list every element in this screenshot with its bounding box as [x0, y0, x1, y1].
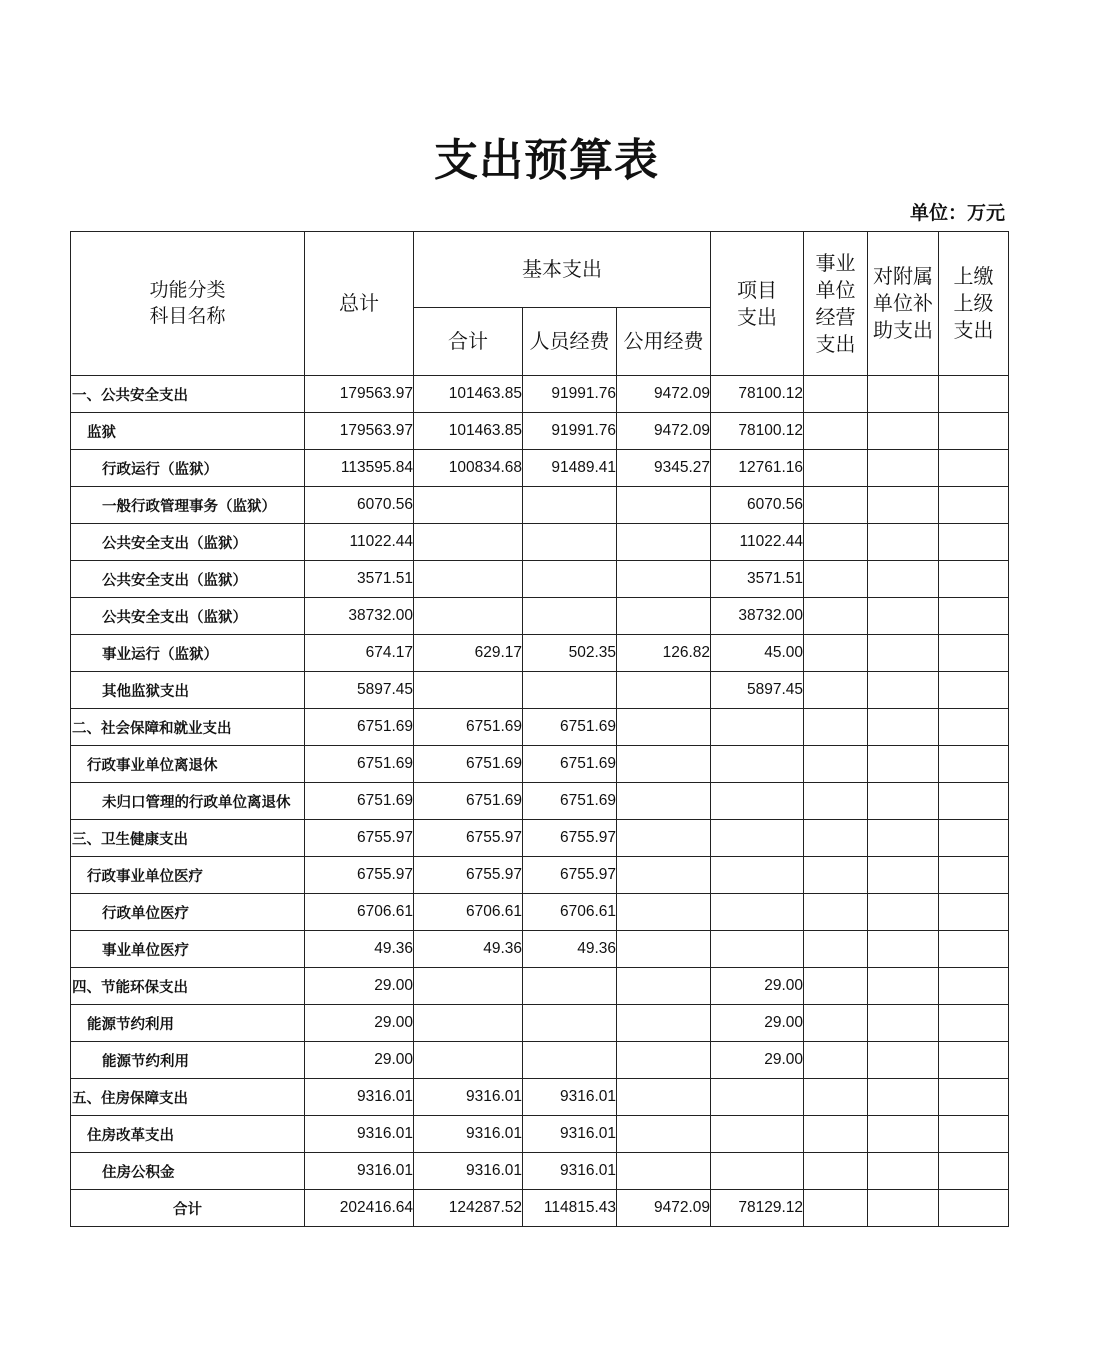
cell-total: 6751.69: [305, 746, 414, 783]
row-name: 公共安全支出（监狱）: [71, 561, 305, 598]
cell-basic-sum: [414, 487, 523, 524]
header-name-line1: 功能分类: [149, 278, 226, 301]
cell-sub: [868, 1153, 939, 1190]
cell-public: [617, 857, 711, 894]
cell-personnel: 91991.76: [523, 376, 617, 413]
cell-public: [617, 931, 711, 968]
cell-biz: [804, 413, 868, 450]
cell-personnel: 6751.69: [523, 746, 617, 783]
cell-personnel: 114815.43: [523, 1190, 617, 1227]
header-sub-line2: 单位补: [873, 291, 933, 315]
header-personnel: 人员经费: [523, 308, 617, 376]
table-row: [71, 820, 1009, 857]
cell-biz: [804, 709, 868, 746]
cell-project: [711, 1079, 804, 1116]
row-name: 未归口管理的行政单位离退休: [71, 783, 305, 820]
table-row: [71, 968, 1009, 1005]
cell-sub: [868, 672, 939, 709]
table-body: [71, 376, 1009, 1227]
cell-sub: [868, 709, 939, 746]
cell-biz: [804, 1079, 868, 1116]
table-row: [71, 857, 1009, 894]
cell-project: 11022.44: [711, 524, 804, 561]
cell-sub: [868, 1190, 939, 1227]
cell-sub: [868, 746, 939, 783]
cell-project: 5897.45: [711, 672, 804, 709]
table-row: [71, 598, 1009, 635]
cell-personnel: 91489.41: [523, 450, 617, 487]
cell-sub: [868, 968, 939, 1005]
cell-biz: [804, 376, 868, 413]
header-biz-line2: 单位: [815, 277, 856, 302]
cell-project: [711, 709, 804, 746]
table-header: [71, 232, 1009, 376]
cell-basic-sum: 6755.97: [414, 857, 523, 894]
cell-public: [617, 1079, 711, 1116]
header-upper-line2: 上级: [953, 291, 994, 315]
table-row: [71, 635, 1009, 672]
cell-total: 29.00: [305, 1005, 414, 1042]
cell-project: [711, 931, 804, 968]
table-row: [71, 450, 1009, 487]
cell-total: 38732.00: [305, 598, 414, 635]
cell-upper: [939, 1005, 1009, 1042]
row-name: 三、卫生健康支出: [71, 820, 305, 857]
cell-project: 45.00: [711, 635, 804, 672]
cell-sub: [868, 1116, 939, 1153]
cell-total: 49.36: [305, 931, 414, 968]
cell-personnel: 6751.69: [523, 709, 617, 746]
cell-personnel: 502.35: [523, 635, 617, 672]
cell-personnel: [523, 1042, 617, 1079]
cell-upper: [939, 450, 1009, 487]
cell-project: [711, 746, 804, 783]
cell-project: [711, 783, 804, 820]
cell-sub: [868, 635, 939, 672]
header-project-line2: 支出: [737, 304, 777, 329]
table-row: [71, 1005, 1009, 1042]
cell-total: 113595.84: [305, 450, 414, 487]
cell-public: 126.82: [617, 635, 711, 672]
cell-sub: [868, 1079, 939, 1116]
cell-basic-sum: 9316.01: [414, 1153, 523, 1190]
row-name: 行政单位医疗: [71, 894, 305, 931]
cell-personnel: 6751.69: [523, 783, 617, 820]
cell-sub: [868, 561, 939, 598]
cell-upper: [939, 635, 1009, 672]
row-name: 事业运行（监狱）: [71, 635, 305, 672]
cell-basic-sum: [414, 1042, 523, 1079]
cell-public: [617, 709, 711, 746]
row-name: 住房改革支出: [71, 1116, 305, 1153]
cell-upper: [939, 1079, 1009, 1116]
table-row: [71, 783, 1009, 820]
cell-basic-sum: 101463.85: [414, 413, 523, 450]
cell-upper: [939, 931, 1009, 968]
cell-basic-sum: [414, 598, 523, 635]
cell-personnel: 9316.01: [523, 1153, 617, 1190]
cell-biz: [804, 672, 868, 709]
cell-project: 12761.16: [711, 450, 804, 487]
cell-total: 9316.01: [305, 1079, 414, 1116]
cell-total: 6755.97: [305, 857, 414, 894]
cell-public: 9472.09: [617, 1190, 711, 1227]
table-row: [71, 1153, 1009, 1190]
cell-personnel: [523, 487, 617, 524]
row-name: 四、节能环保支出: [71, 968, 305, 1005]
row-name: 五、住房保障支出: [71, 1079, 305, 1116]
cell-total: 9316.01: [305, 1116, 414, 1153]
cell-project: 78100.12: [711, 413, 804, 450]
cell-sub: [868, 1042, 939, 1079]
table-row: [71, 931, 1009, 968]
cell-basic-sum: 9316.01: [414, 1079, 523, 1116]
cell-personnel: 6706.61: [523, 894, 617, 931]
header-biz-line4: 支出: [815, 331, 856, 356]
header-sub-line1: 对附属: [873, 264, 933, 288]
cell-total: 6751.69: [305, 783, 414, 820]
cell-biz: [804, 746, 868, 783]
cell-public: [617, 746, 711, 783]
cell-public: [617, 672, 711, 709]
page-title: 支出预算表: [434, 135, 659, 186]
table-row: [71, 746, 1009, 783]
cell-project: 38732.00: [711, 598, 804, 635]
table-row: [71, 1079, 1009, 1116]
cell-total: 6751.69: [305, 709, 414, 746]
cell-public: [617, 1153, 711, 1190]
cell-biz: [804, 968, 868, 1005]
cell-total: 3571.51: [305, 561, 414, 598]
cell-upper: [939, 746, 1009, 783]
row-name: 公共安全支出（监狱）: [71, 524, 305, 561]
table-row: [71, 561, 1009, 598]
cell-biz: [804, 1116, 868, 1153]
cell-upper: [939, 524, 1009, 561]
cell-personnel: [523, 598, 617, 635]
cell-sub: [868, 820, 939, 857]
table-row: [71, 524, 1009, 561]
cell-biz: [804, 487, 868, 524]
header-public: 公用经费: [617, 308, 711, 376]
cell-biz: [804, 561, 868, 598]
cell-project: 78129.12: [711, 1190, 804, 1227]
cell-basic-sum: [414, 968, 523, 1005]
cell-upper: [939, 376, 1009, 413]
cell-sub: [868, 413, 939, 450]
row-name: 公共安全支出（监狱）: [71, 598, 305, 635]
cell-biz: [804, 635, 868, 672]
cell-biz: [804, 1153, 868, 1190]
cell-upper: [939, 709, 1009, 746]
header-sub: [868, 232, 939, 376]
cell-personnel: [523, 1005, 617, 1042]
cell-project: 3571.51: [711, 561, 804, 598]
cell-total: 9316.01: [305, 1153, 414, 1190]
header-name: [71, 232, 305, 376]
cell-total: 202416.64: [305, 1190, 414, 1227]
cell-total: 179563.97: [305, 413, 414, 450]
header-upper: [939, 232, 1009, 376]
cell-basic-sum: [414, 672, 523, 709]
table-row: [71, 1116, 1009, 1153]
cell-basic-sum: 101463.85: [414, 376, 523, 413]
header-project: [711, 232, 804, 376]
cell-project: 29.00: [711, 968, 804, 1005]
cell-upper: [939, 561, 1009, 598]
cell-public: [617, 561, 711, 598]
cell-upper: [939, 1042, 1009, 1079]
cell-upper: [939, 857, 1009, 894]
cell-basic-sum: 100834.68: [414, 450, 523, 487]
row-name: 行政事业单位离退休: [71, 746, 305, 783]
cell-sub: [868, 931, 939, 968]
row-name: 行政事业单位医疗: [71, 857, 305, 894]
cell-sub: [868, 524, 939, 561]
table-row: [71, 487, 1009, 524]
cell-personnel: 6755.97: [523, 820, 617, 857]
cell-basic-sum: 9316.01: [414, 1116, 523, 1153]
cell-sub: [868, 487, 939, 524]
cell-basic-sum: 629.17: [414, 635, 523, 672]
total-row: [71, 1190, 1009, 1227]
table-row: [71, 672, 1009, 709]
cell-total: 6070.56: [305, 487, 414, 524]
header-upper-line1: 上缴: [953, 264, 994, 288]
cell-public: [617, 783, 711, 820]
cell-personnel: [523, 968, 617, 1005]
cell-sub: [868, 376, 939, 413]
cell-total: 29.00: [305, 968, 414, 1005]
cell-total: 179563.97: [305, 376, 414, 413]
cell-upper: [939, 487, 1009, 524]
row-name: 行政运行（监狱）: [71, 450, 305, 487]
cell-public: [617, 894, 711, 931]
cell-biz: [804, 524, 868, 561]
header-project-line1: 项目: [737, 277, 777, 302]
row-name: 一、公共安全支出: [71, 376, 305, 413]
row-name: 监狱: [71, 413, 305, 450]
row-name: 事业单位医疗: [71, 931, 305, 968]
header-basic: 基本支出: [414, 232, 711, 308]
cell-project: [711, 894, 804, 931]
header-biz: [804, 232, 868, 376]
header-total: 总计: [305, 232, 414, 376]
cell-upper: [939, 672, 1009, 709]
cell-biz: [804, 1042, 868, 1079]
row-name: 合计: [71, 1190, 305, 1227]
cell-upper: [939, 968, 1009, 1005]
cell-project: [711, 1153, 804, 1190]
cell-public: 9472.09: [617, 376, 711, 413]
cell-basic-sum: 124287.52: [414, 1190, 523, 1227]
cell-sub: [868, 857, 939, 894]
cell-basic-sum: 6706.61: [414, 894, 523, 931]
cell-personnel: 6755.97: [523, 857, 617, 894]
cell-public: [617, 820, 711, 857]
cell-public: [617, 487, 711, 524]
cell-personnel: [523, 672, 617, 709]
table-row: [71, 413, 1009, 450]
cell-total: 6755.97: [305, 820, 414, 857]
header-biz-line1: 事业: [815, 250, 856, 275]
budget-table: [70, 231, 1009, 1227]
cell-biz: [804, 450, 868, 487]
cell-basic-sum: 49.36: [414, 931, 523, 968]
cell-basic-sum: [414, 561, 523, 598]
cell-upper: [939, 894, 1009, 931]
cell-biz: [804, 894, 868, 931]
cell-personnel: 49.36: [523, 931, 617, 968]
cell-basic-sum: 6751.69: [414, 746, 523, 783]
cell-total: 674.17: [305, 635, 414, 672]
cell-public: [617, 1042, 711, 1079]
cell-sub: [868, 894, 939, 931]
cell-biz: [804, 1005, 868, 1042]
cell-sub: [868, 783, 939, 820]
cell-public: [617, 1116, 711, 1153]
cell-personnel: 9316.01: [523, 1079, 617, 1116]
header-upper-line3: 支出: [953, 318, 994, 342]
unit-label: 单位：万元: [909, 202, 1005, 224]
row-name: 其他监狱支出: [71, 672, 305, 709]
header-biz-line3: 经营: [815, 304, 856, 329]
cell-total: 29.00: [305, 1042, 414, 1079]
cell-biz: [804, 1190, 868, 1227]
cell-project: 78100.12: [711, 376, 804, 413]
table-row: [71, 894, 1009, 931]
cell-basic-sum: [414, 1005, 523, 1042]
cell-biz: [804, 820, 868, 857]
cell-project: 29.00: [711, 1042, 804, 1079]
row-name: 住房公积金: [71, 1153, 305, 1190]
cell-public: [617, 1005, 711, 1042]
cell-basic-sum: 6751.69: [414, 709, 523, 746]
cell-personnel: 91991.76: [523, 413, 617, 450]
cell-biz: [804, 598, 868, 635]
cell-project: [711, 857, 804, 894]
cell-upper: [939, 820, 1009, 857]
row-name: 能源节约利用: [71, 1042, 305, 1079]
cell-upper: [939, 1153, 1009, 1190]
header-sub-line3: 助支出: [873, 318, 933, 342]
row-name: 能源节约利用: [71, 1005, 305, 1042]
cell-basic-sum: 6751.69: [414, 783, 523, 820]
cell-public: [617, 968, 711, 1005]
cell-personnel: [523, 561, 617, 598]
cell-upper: [939, 1116, 1009, 1153]
table-row: [71, 376, 1009, 413]
cell-total: 5897.45: [305, 672, 414, 709]
cell-public: [617, 524, 711, 561]
cell-project: 6070.56: [711, 487, 804, 524]
cell-public: 9472.09: [617, 413, 711, 450]
cell-upper: [939, 1190, 1009, 1227]
cell-total: 6706.61: [305, 894, 414, 931]
cell-personnel: 9316.01: [523, 1116, 617, 1153]
cell-total: 11022.44: [305, 524, 414, 561]
row-name: 二、社会保障和就业支出: [71, 709, 305, 746]
cell-project: [711, 820, 804, 857]
header-basic-sum: 合计: [414, 308, 523, 376]
header-name-line2: 科目名称: [149, 304, 226, 327]
row-name: 一般行政管理事务（监狱）: [71, 487, 305, 524]
cell-sub: [868, 450, 939, 487]
cell-project: [711, 1116, 804, 1153]
cell-upper: [939, 598, 1009, 635]
cell-sub: [868, 1005, 939, 1042]
cell-basic-sum: 6755.97: [414, 820, 523, 857]
cell-project: 29.00: [711, 1005, 804, 1042]
cell-biz: [804, 783, 868, 820]
table-row: [71, 1042, 1009, 1079]
cell-biz: [804, 857, 868, 894]
cell-upper: [939, 783, 1009, 820]
cell-basic-sum: [414, 524, 523, 561]
cell-public: 9345.27: [617, 450, 711, 487]
table-row: [71, 709, 1009, 746]
cell-personnel: [523, 524, 617, 561]
cell-biz: [804, 931, 868, 968]
cell-sub: [868, 598, 939, 635]
cell-public: [617, 598, 711, 635]
cell-upper: [939, 413, 1009, 450]
